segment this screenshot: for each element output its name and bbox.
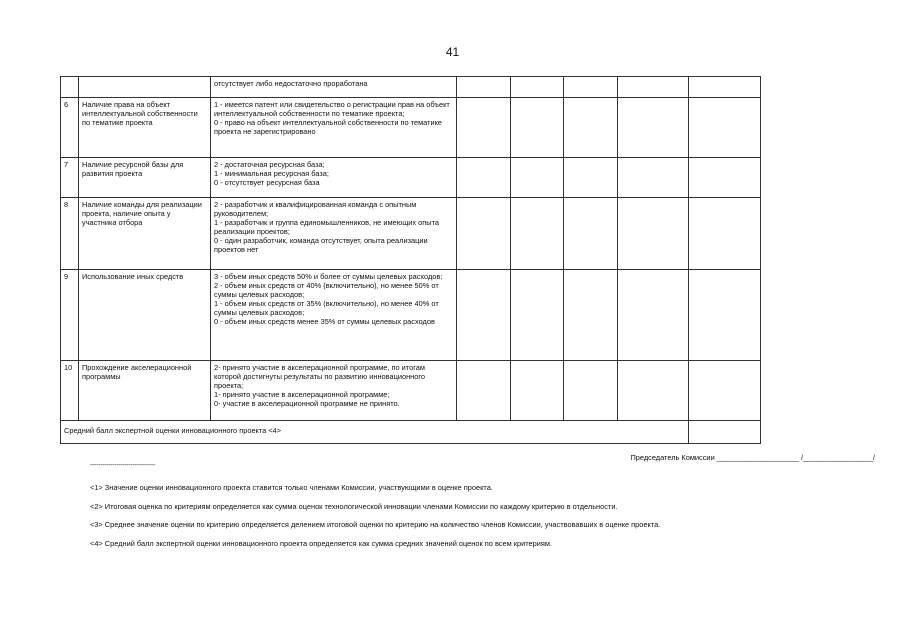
score-cell <box>618 98 689 158</box>
footnote-separator: -------------------------------- <box>90 462 155 469</box>
score-cell <box>618 158 689 198</box>
score-cell <box>618 198 689 270</box>
table-row <box>61 77 761 98</box>
score-cell <box>457 198 511 270</box>
score-cell <box>457 361 511 421</box>
score-cell <box>511 198 564 270</box>
scale-cell: отсутствует либо недостаточно проработана <box>211 77 457 98</box>
score-cell <box>689 270 761 361</box>
footnote: <2> Итоговая оценка по критериям определяется как сумма оценок технологической инновации членами Комиссии по каждому критерию в отдельности. <box>90 502 618 511</box>
row-number: 7 <box>61 158 79 198</box>
scale-cell: 2 - достаточная ресурсная база; 1 - минимальная ресурсная база; 0 - отсутствует ресурсная база <box>211 158 457 198</box>
footnote: <4> Средний балл экспертной оценки инновационного проекта определяется как сумма средних значений оценок по всем критериям. <box>90 539 552 548</box>
criterion-cell <box>79 77 211 98</box>
score-cell <box>564 77 618 98</box>
row-number: 8 <box>61 198 79 270</box>
scale-cell: 3 - объем иных средств 50% и более от суммы целевых расходов; 2 - объем иных средств от 40% (включительно), но менее 50% от суммы целевых расходов; 1 - объем иных средств от 35% (включительно), но менее 40% от суммы целевых расходов; 0 - объем иных средств менее 35% от суммы целевых расходов <box>211 270 457 361</box>
score-cell <box>511 361 564 421</box>
page-number: 41 <box>445 45 460 59</box>
table-row <box>61 158 761 198</box>
score-cell <box>511 158 564 198</box>
total-row <box>61 421 761 444</box>
scale-cell: 2 - разработчик и квалифицированная команда с опытным руководителем; 1 - разработчик и группа единомышленников, не имеющих опыта реализации проектов; 0 - один разработчик, команда отсутствует, опыта реализации проектов нет <box>211 198 457 270</box>
row-number: 6 <box>61 98 79 158</box>
total-label: Средний балл экспертной оценки инновационного проекта <4> <box>61 421 689 444</box>
evaluation-table <box>60 76 761 444</box>
score-cell <box>618 361 689 421</box>
score-cell <box>689 361 761 421</box>
score-cell <box>689 158 761 198</box>
score-cell <box>457 77 511 98</box>
score-cell <box>564 98 618 158</box>
score-cell <box>511 270 564 361</box>
table-row <box>61 361 761 421</box>
table-row <box>61 198 761 270</box>
criterion-cell: Наличие ресурсной базы для развития проекта <box>79 158 211 198</box>
score-cell <box>511 98 564 158</box>
table-row <box>61 270 761 361</box>
scale-cell: 2- принято участие в акселерационной программе, по итогам которой достигнуты результаты по развитию инновационного проекта; 1- принято участие в акселерационной программе; 0- участие в акселерационной программе не принято. <box>211 361 457 421</box>
score-cell <box>564 270 618 361</box>
scale-cell: 1 - имеется патент или свидетельство о регистрации прав на объект интеллектуальной собственности по тематике проекта; 0 - право на объект интеллектуальной собственности по тематике проекта не зарегистрировано <box>211 98 457 158</box>
score-cell <box>689 98 761 158</box>
table-row <box>61 98 761 158</box>
score-cell <box>457 98 511 158</box>
criterion-cell: Наличие команды для реализации проекта, наличие опыта у участника отбора <box>79 198 211 270</box>
criterion-cell: Использование иных средств <box>79 270 211 361</box>
criterion-cell: Прохождение акселерационной программы <box>79 361 211 421</box>
score-cell <box>689 198 761 270</box>
score-cell <box>564 158 618 198</box>
row-number: 10 <box>61 361 79 421</box>
chairman-signature-line: Председатель Комиссии ____________________ /_________________/ <box>630 453 875 462</box>
score-cell <box>564 198 618 270</box>
score-cell <box>689 77 761 98</box>
score-cell <box>564 361 618 421</box>
footnote: <3> Среднее значение оценки по критерию определяется делением итоговой оценки по критерию на количество членов Комиссии, участвовавших в оценке проекта. <box>90 520 661 529</box>
footnote: <1> Значение оценки инновационного проекта ставится только членами Комиссии, участвующими в оценке проекта. <box>90 483 493 492</box>
total-score-cell <box>689 421 761 444</box>
score-cell <box>457 158 511 198</box>
criterion-cell: Наличие права на объект интеллектуальной собственности по тематике проекта <box>79 98 211 158</box>
score-cell <box>618 270 689 361</box>
score-cell <box>457 270 511 361</box>
score-cell <box>618 77 689 98</box>
row-number: 9 <box>61 270 79 361</box>
row-number <box>61 77 79 98</box>
score-cell <box>511 77 564 98</box>
